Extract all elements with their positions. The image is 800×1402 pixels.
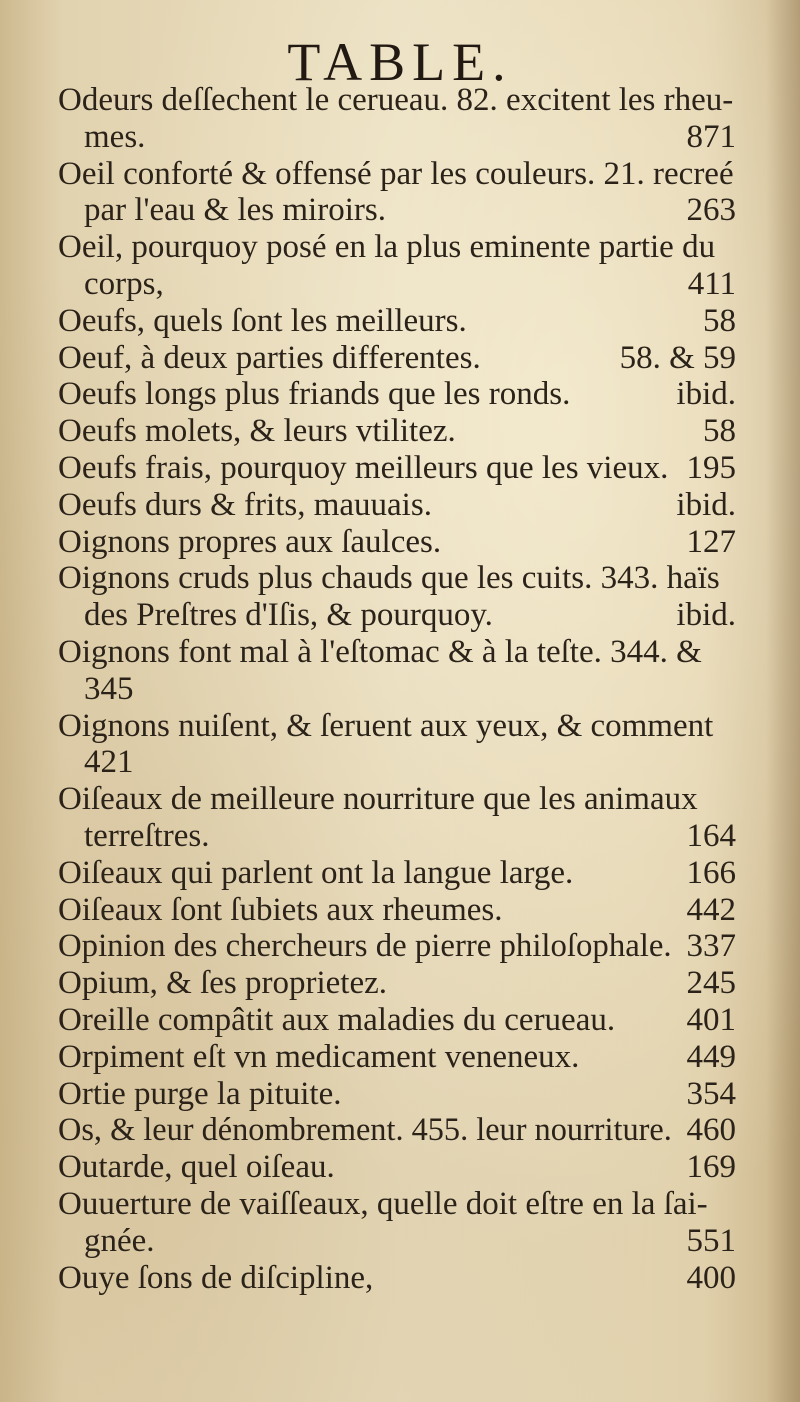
entry-text: Oignons nuiſent, & ſeruent aux yeux, & comment	[58, 707, 714, 744]
page-reference: 164	[686, 817, 736, 854]
entry-text: Orpiment eſt vn medicament veneneux.	[58, 1038, 580, 1075]
index-line	[0, 487, 800, 524]
index-line	[0, 965, 800, 1002]
page-reference: 245	[686, 965, 736, 1002]
index-line	[0, 1260, 800, 1297]
index-line	[0, 1186, 800, 1223]
page-reference: 169	[686, 1149, 736, 1186]
page-reference: 127	[686, 523, 736, 560]
entry-text: Ouuerture de vaiſſeaux, quelle doit eſtre en la ſai-	[58, 1185, 708, 1222]
index-line	[0, 156, 800, 193]
entry-text: 421	[84, 744, 134, 781]
entry-text: terreſtres.	[84, 817, 210, 854]
index-line	[0, 376, 800, 413]
entry-text: Opinion des chercheurs de pierre philoſophale.	[58, 928, 672, 965]
entry-text: Oeufs, quels ſont les meilleurs.	[58, 302, 467, 339]
page-reference: 449	[686, 1038, 736, 1075]
index-line	[0, 1223, 800, 1260]
index-line	[0, 524, 800, 561]
entry-text: Oeufs durs & frits, mauuais.	[58, 486, 432, 523]
index-line	[0, 1149, 800, 1186]
page-reference: 263	[686, 192, 736, 229]
entry-text: Oeil conforté & offensé par les couleurs. 21. recreé	[58, 155, 734, 192]
page-reference: 195	[686, 449, 736, 486]
entry-text: Oignons propres aux ſaulces.	[58, 523, 442, 560]
index-line	[0, 671, 800, 708]
entry-text: Outarde, quel oiſeau.	[58, 1149, 335, 1186]
page-reference: 400	[686, 1259, 736, 1296]
entry-text: mes.	[84, 118, 146, 155]
index-line	[0, 192, 800, 229]
index-line	[0, 708, 800, 745]
entry-text: corps,	[84, 265, 164, 302]
entry-text: Oeufs molets, & leurs vtilitez.	[58, 413, 456, 450]
entry-text: Oeuf, à deux parties differentes.	[58, 339, 481, 376]
index-line	[0, 450, 800, 487]
page-reference: 354	[686, 1075, 736, 1112]
index-line	[0, 1039, 800, 1076]
index-line	[0, 82, 800, 119]
index-line	[0, 413, 800, 450]
entry-text: Oignons font mal à l'eſtomac & à la teſte. 344. &	[58, 633, 702, 670]
entry-text: Oeil, pourquoy posé en la plus eminente partie du	[58, 229, 716, 266]
page-reference: 58. & 59	[619, 339, 736, 376]
entry-text: Odeurs deſſechent le cerueau. 82. excitent les rheu-	[58, 82, 734, 118]
page-reference: 411	[687, 265, 736, 302]
page-reference: 460	[686, 1112, 736, 1149]
index-line	[0, 1002, 800, 1039]
index-entries	[0, 82, 800, 1296]
index-line	[0, 119, 800, 156]
entry-text: Oignons cruds plus chauds que les cuits. 343. haïs	[58, 560, 720, 597]
entry-text: Oeufs longs plus friands que les ronds.	[58, 376, 571, 413]
index-line	[0, 229, 800, 266]
page-reference: 58	[703, 413, 736, 450]
page-reference: 442	[686, 891, 736, 928]
entry-text: 345	[84, 670, 134, 707]
entry-text: Oreille compâtit aux maladies du cerueau.	[58, 1001, 616, 1038]
entry-text: Opium, & ſes proprietez.	[58, 965, 388, 1002]
entry-text: par l'eau & les miroirs.	[84, 192, 386, 229]
page-reference: 58	[703, 302, 736, 339]
index-line	[0, 340, 800, 377]
page-reference: 401	[686, 1001, 736, 1038]
index-line	[0, 1076, 800, 1113]
entry-text: Oeufs frais, pourquoy meilleurs que les vieux.	[58, 449, 669, 486]
index-line	[0, 781, 800, 818]
entry-text: Oiſeaux de meilleure nourriture que les animaux	[58, 781, 698, 818]
page-reference: 871	[686, 118, 736, 155]
index-line	[0, 1112, 800, 1149]
entry-text: Oiſeaux ſont ſubiets aux rheumes.	[58, 891, 503, 928]
entry-text: des Preſtres d'Iſis, & pourquoy.	[84, 597, 493, 634]
index-line	[0, 266, 800, 303]
page-reference: 337	[686, 928, 736, 965]
index-line	[0, 303, 800, 340]
entry-text: Ortie purge la pituite.	[58, 1075, 342, 1112]
index-line	[0, 818, 800, 855]
page-reference: 166	[686, 854, 736, 891]
entry-text: Ouye ſons de diſcipline,	[58, 1259, 374, 1296]
index-line	[0, 634, 800, 671]
index-line	[0, 892, 800, 929]
entry-text: gnée.	[84, 1222, 155, 1259]
page-reference: ibid.	[676, 597, 736, 634]
index-line	[0, 744, 800, 781]
entry-text: Oiſeaux qui parlent ont la langue large.	[58, 854, 574, 891]
index-line	[0, 928, 800, 965]
index-line	[0, 855, 800, 892]
entry-text: Os, & leur dénombrement. 455. leur nourriture.	[58, 1112, 672, 1149]
index-line	[0, 560, 800, 597]
page-reference: ibid.	[676, 376, 736, 413]
page-title: TABLE.	[287, 32, 513, 92]
page-reference: ibid.	[676, 486, 736, 523]
index-line	[0, 597, 800, 634]
page-reference: 551	[686, 1222, 736, 1259]
